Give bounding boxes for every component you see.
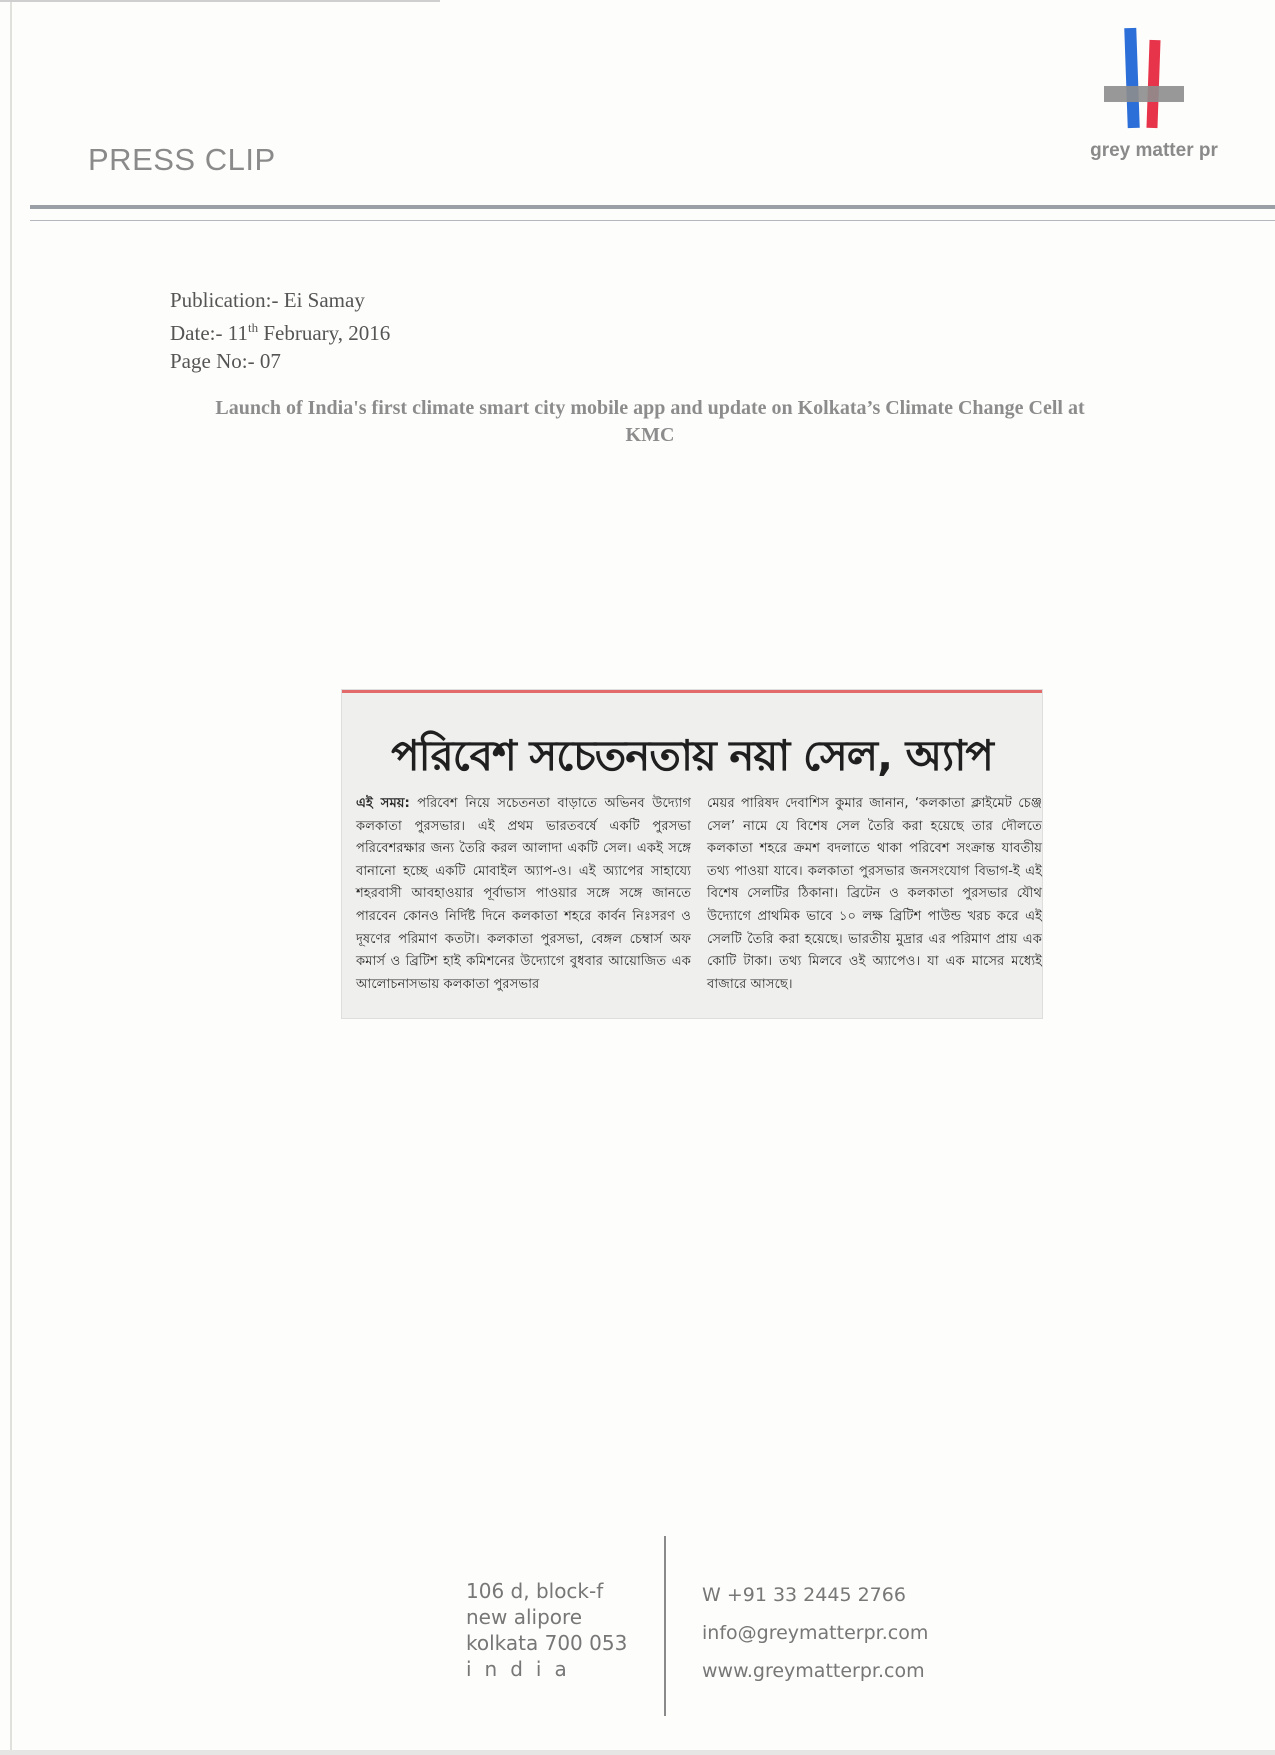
address-line-1: 106 d, block-f — [466, 1579, 604, 1603]
publication-label: Publication:- — [170, 288, 284, 312]
footer-divider — [664, 1536, 666, 1716]
footer-phone: W +91 33 2445 2766 — [702, 1584, 906, 1606]
date-label: Date:- — [170, 321, 228, 345]
date-line — [170, 314, 390, 347]
footer-address — [466, 1578, 627, 1682]
publication-details — [170, 286, 390, 375]
logo-text: grey matter pr — [1090, 140, 1218, 161]
logo-blue-bar — [1124, 28, 1139, 128]
page-number: 07 — [259, 349, 281, 373]
page-line — [170, 347, 390, 375]
header-rule — [30, 205, 1275, 209]
clip-headline: Launch of India's first climate smart city mobile app and update on Kolkata’s Climate Change Cell at KMC — [215, 397, 1085, 446]
scan-bottom-edge — [0, 1750, 1275, 1755]
date-day: 11 — [227, 321, 248, 345]
publication-line — [170, 286, 390, 314]
date-rest: February, 2016 — [258, 321, 391, 345]
scan-left-edge — [10, 0, 12, 1755]
header-rule-thin — [30, 220, 1275, 221]
grey-matter-logo-icon — [1098, 26, 1190, 134]
footer-website[interactable]: www.greymatterpr.com — [702, 1660, 925, 1682]
address-line-3: kolkata 700 053 — [466, 1631, 628, 1655]
press-clip-label: PRESS CLIP — [88, 142, 276, 177]
scan-top-edge — [0, 0, 440, 2]
logo-red-bar — [1146, 40, 1160, 128]
clipping-byline: এই সময়: — [356, 796, 410, 811]
footer-contact — [702, 1576, 928, 1690]
footer-email[interactable]: info@greymatterpr.com — [702, 1622, 929, 1644]
clipping-column-1-text: পরিবেশ নিয়ে সচেতনতা বাড়াতে অভিনব উদ্যোগ কলকাতা পুরসভার। এই প্রথম ভারতবর্ষে একটি পুরসভা পরিবেশরক্ষার জন্য তৈরি করল আলাদা একটি সেল। একই সঙ্গে বানানো হচ্ছে একটি মোবাইল অ্যাপ-ও। এই অ্যাপের সাহায্যে শহরবাসী আবহাওয়ার পূর্বাভাস পাওয়ার সঙ্গে সঙ্গে জানতে পারবেন কোনও নির্দিষ্ট দিনে কলকাতা শহরে কার্বন নিঃসরণ ও দূষণের পরিমাণ কতটা। কলকাতা পুরসভা, বেঙ্গল চেম্বার্স অফ কমার্স ও ব্রিটিশ হাই কমিশনের উদ্যোগে বুধবার আয়োজিত এক আলোচনাসভায় কলকাতা পুরসভার — [356, 796, 691, 992]
address-line-4: india — [466, 1657, 580, 1681]
newspaper-clipping — [342, 690, 1042, 1018]
address-line-2: new alipore — [466, 1605, 583, 1629]
page-label: Page No:- — [170, 349, 260, 373]
date-suffix: th — [247, 320, 259, 335]
publication-name: Ei Samay — [283, 288, 365, 312]
logo-grey-bar — [1104, 86, 1184, 102]
clipping-column-2: মেয়র পারিষদ দেবাশিস কুমার জানান, ‘কলকাতা ক্লাইমেট চেঞ্জ সেল’ নামে যে বিশেষ সেল তৈরি করা হয়েছে তার দৌলতে কলকাতা শহরে ক্রমশ বদলাতে থাকা পরিবেশ সংক্রান্ত যাবতীয় তথ্য পাওয়া যাবে। কলকাতা পুরসভার জনসংযোগ বিভাগ-ই এই বিশেষ সেলটির ঠিকানা। ব্রিটেন ও কলকাতা পুরসভার যৌথ উদ্যোগে প্রাথমিক ভাবে ১০ লক্ষ ব্রিটিশ পাউন্ড খরচ করে এই সেলটি তৈরি করা হয়েছে। ভারতীয় মুদ্রার এর পরিমাণ প্রায় এক কোটি টাকা। তথ্য মিলবে ওই অ্যাপেও। যা এক মাসের মধ্যেই বাজারে আসছে। — [707, 796, 1042, 992]
clipping-title: পরিবেশ সচেতনতায় নয়া সেল, অ্যাপ — [391, 731, 993, 780]
clipping-column-1 — [356, 793, 691, 996]
